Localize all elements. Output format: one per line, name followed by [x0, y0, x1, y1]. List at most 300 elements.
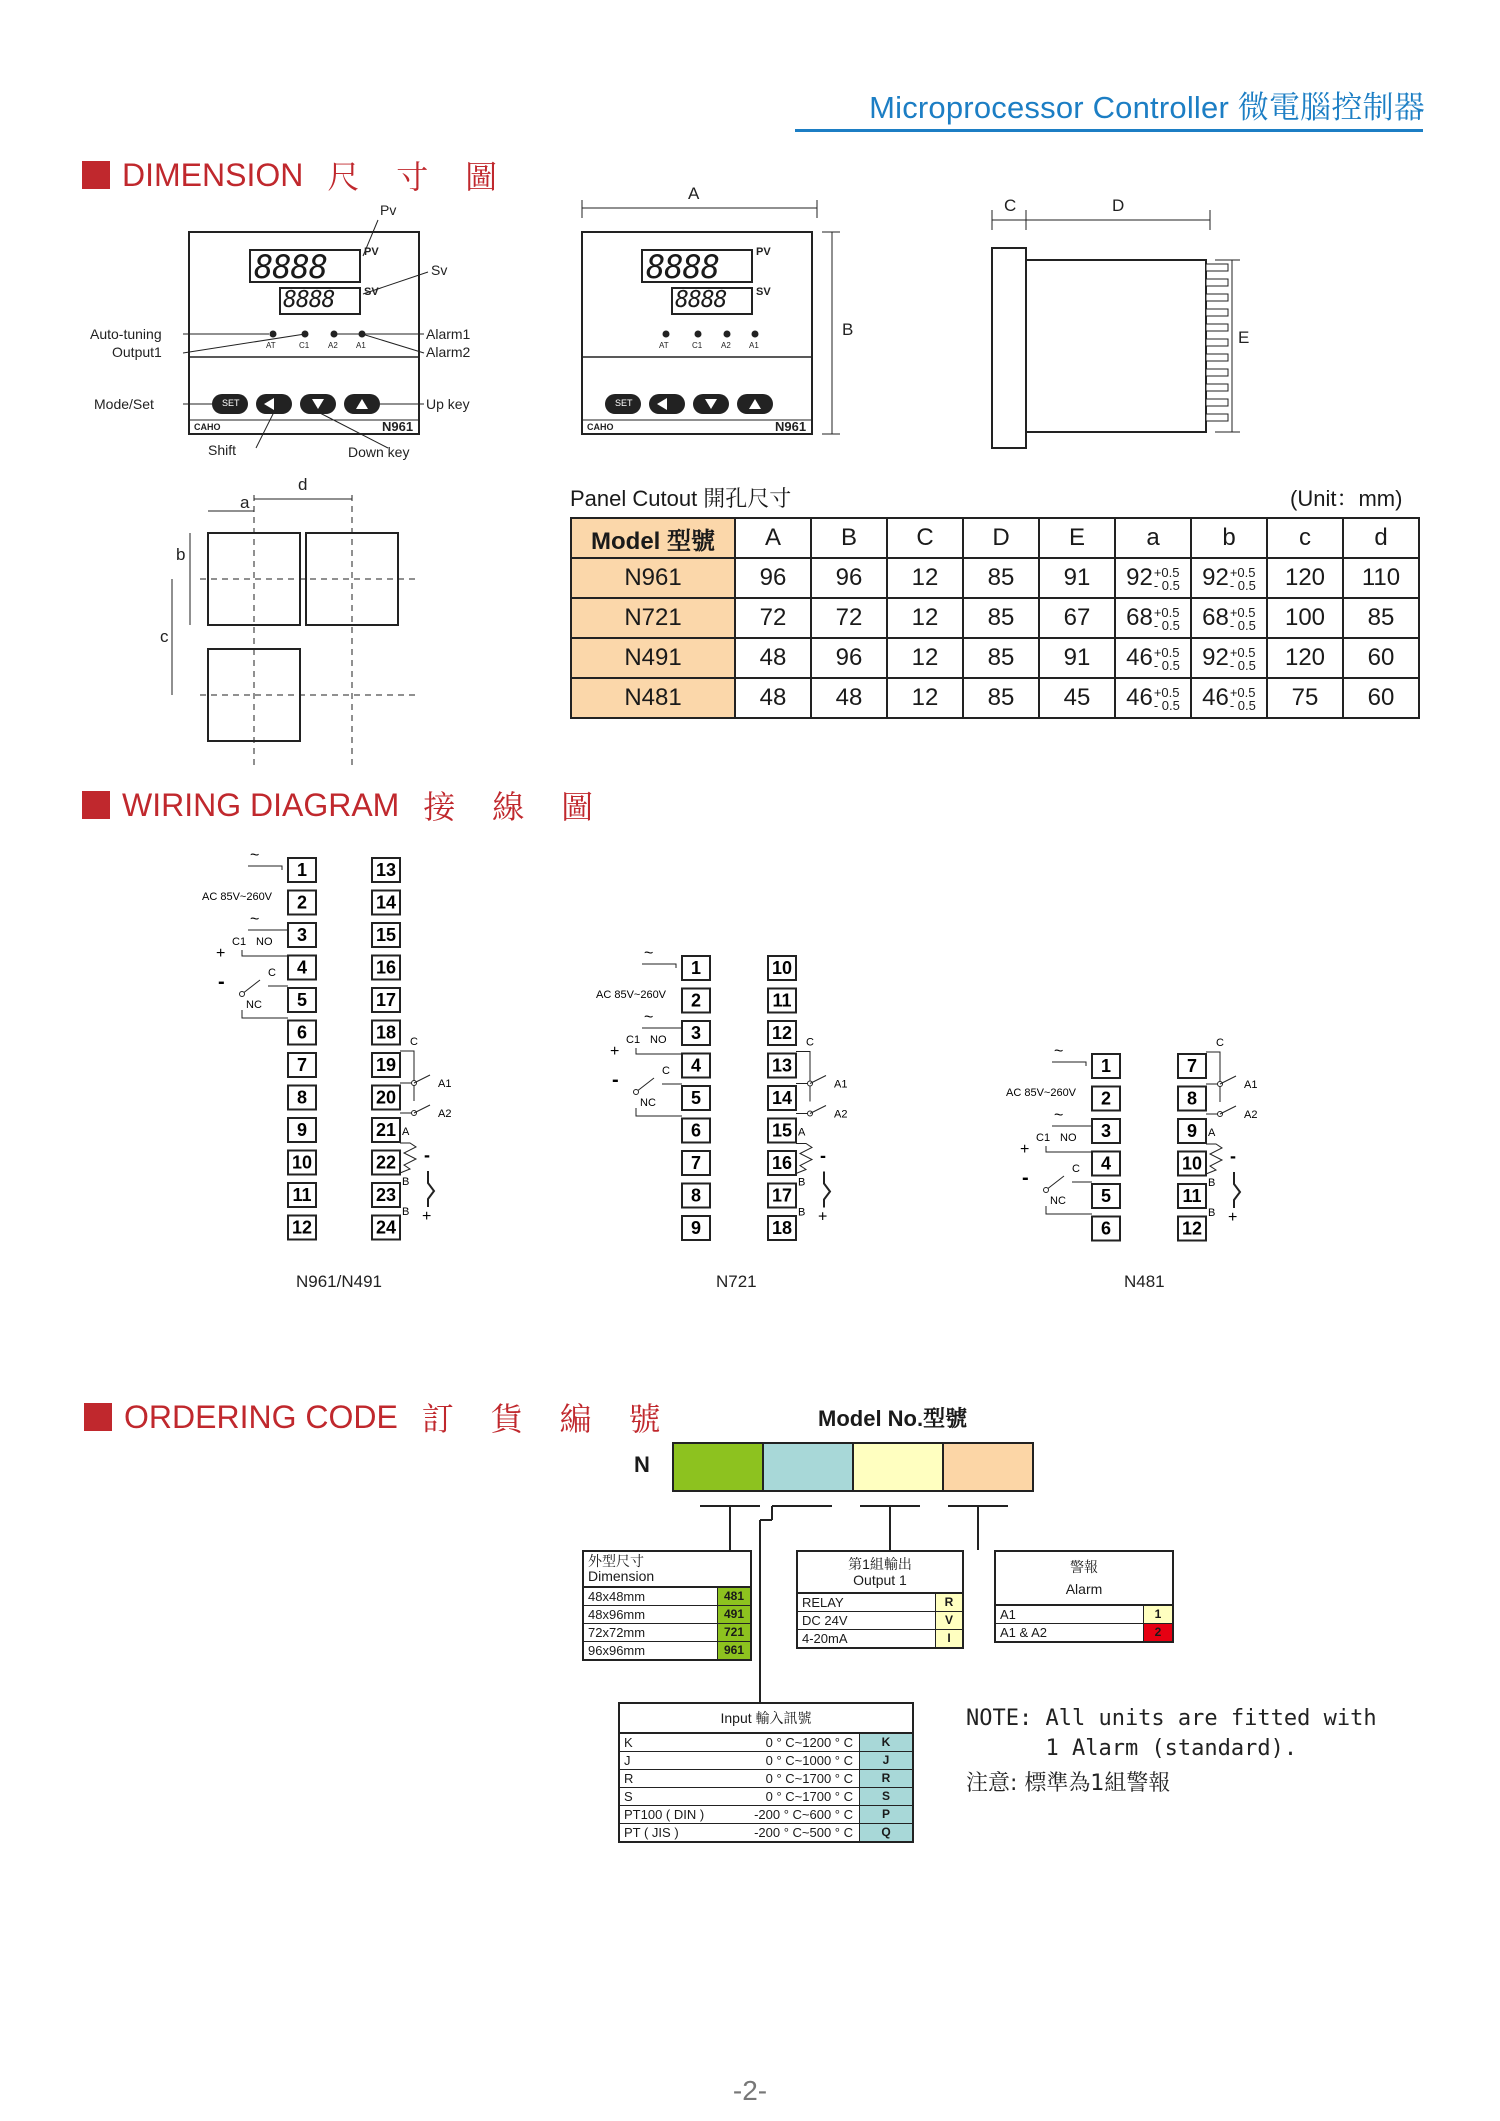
- rtd-resistor: [796, 1144, 812, 1174]
- table-header: Model 型號: [571, 518, 735, 558]
- sv-tag: SV: [364, 286, 379, 298]
- terminal-b-label: B: [798, 1206, 806, 1219]
- front-panel-diagram: [88, 198, 488, 458]
- tolerance: [1230, 566, 1256, 592]
- dimension-box-title: [584, 1552, 750, 1588]
- minus-sign: -: [612, 1069, 619, 1091]
- terminal-number: 18: [375, 1022, 397, 1043]
- table-header: B: [811, 518, 887, 558]
- terminal-number: 14: [771, 1088, 793, 1108]
- cell-value: 46: [1126, 684, 1153, 711]
- terminal-number: 11: [1182, 1186, 1202, 1206]
- dimension-box-cell: 961: [717, 1642, 750, 1659]
- input-box-cell: PT ( JIS ): [624, 1825, 679, 1840]
- ordering-heading-text: ORDERING CODE: [124, 1398, 398, 1435]
- dim-label-a: A: [688, 184, 700, 203]
- terminal-number: 5: [296, 990, 308, 1010]
- input-box-cell: J: [859, 1752, 912, 1769]
- wiring-heading-cjk: 接 線 圖: [423, 789, 608, 825]
- tol-plus: +0.5: [1153, 684, 1180, 700]
- dimension-box-row: [584, 1588, 750, 1605]
- table-cell: 72: [811, 598, 887, 638]
- output-box-cell: 4-20mA: [802, 1631, 848, 1646]
- terminal-number: 24: [375, 1217, 397, 1238]
- relay-pivot: [240, 992, 245, 997]
- tolerance: [1230, 646, 1256, 672]
- terminal-number: 4: [1100, 1153, 1112, 1174]
- output-box-rows: [798, 1594, 962, 1647]
- alarm2-callout: Alarm2: [426, 344, 471, 360]
- terminal-number: 9: [296, 1120, 308, 1140]
- a1-label: A1: [1244, 1079, 1258, 1091]
- terminal-number: 2: [296, 892, 308, 913]
- side-dimension-diagram: [980, 198, 1280, 458]
- table-cell: [1115, 638, 1191, 678]
- c-label: C: [410, 1036, 418, 1048]
- table-header: C: [887, 518, 963, 558]
- plus-sign: +: [1020, 1141, 1030, 1158]
- input-box-row: [620, 1805, 912, 1823]
- sv-tag-2: SV: [756, 286, 771, 298]
- nc-label: NC: [1050, 1195, 1066, 1207]
- table-cell: 91: [1039, 638, 1115, 678]
- terminal-number: 23: [375, 1185, 397, 1205]
- c-label: C: [806, 1036, 814, 1049]
- input-box-cell: R: [624, 1771, 634, 1786]
- cutout-label-c: c: [160, 627, 169, 646]
- input-box-cell: 0 ° C~1700 ° C: [765, 1789, 853, 1804]
- dimension-box-rows: [584, 1588, 750, 1659]
- code-segment-dimension: [674, 1444, 764, 1490]
- terminal-number: 2: [1100, 1088, 1112, 1109]
- alarm1-callout: Alarm1: [426, 326, 471, 342]
- c-label: C: [268, 967, 276, 979]
- dim-label-c: C: [1004, 196, 1017, 215]
- table-cell: 96: [811, 558, 887, 598]
- minus-sign: -: [820, 1145, 826, 1166]
- heading-marker: [82, 161, 110, 189]
- input-option-box: [618, 1702, 914, 1843]
- terminal-number: 14: [375, 892, 397, 913]
- terminal-number: 7: [1186, 1056, 1198, 1076]
- input-box-rows: [620, 1734, 912, 1841]
- table-cell: 110: [1343, 558, 1419, 598]
- relay-contact: [414, 1105, 430, 1113]
- unit-caption: (Unit：mm): [1290, 486, 1403, 511]
- alarm-box-cell: 1: [1143, 1606, 1172, 1623]
- tol-minus: - 0.5: [1153, 697, 1180, 713]
- cell-value: 68: [1202, 604, 1229, 631]
- alarm-box-row: [996, 1623, 1172, 1641]
- wiring-caption-n481: N481: [1124, 1272, 1165, 1291]
- table-cell: 85: [1343, 598, 1419, 638]
- terminal-number: 10: [291, 1152, 313, 1173]
- table-header: E: [1039, 518, 1115, 558]
- output-box-cell: V: [935, 1612, 962, 1629]
- table-cell: 75: [1267, 678, 1343, 718]
- terminal-number: 7: [296, 1055, 308, 1075]
- cutout-table: [570, 517, 1420, 719]
- cell-value: 46: [1126, 644, 1153, 671]
- table-cell: 96: [811, 638, 887, 678]
- side-dimension-svg: [980, 198, 1280, 458]
- cutout-label-a: a: [240, 493, 250, 512]
- dimension-box-row: [584, 1605, 750, 1623]
- c-label: C: [1216, 1037, 1224, 1049]
- cell-value: 92: [1126, 564, 1153, 591]
- tolerance: [1154, 606, 1180, 632]
- table-cell: N491: [571, 638, 735, 678]
- tol-minus: - 0.5: [1229, 617, 1256, 633]
- tol-minus: - 0.5: [1153, 577, 1180, 593]
- title-underline: [795, 129, 1423, 132]
- output-box-row: [798, 1629, 962, 1647]
- terminal-number: 1: [1100, 1056, 1112, 1076]
- code-segment-input: [944, 1444, 1032, 1490]
- led-a1-2: A1: [749, 341, 759, 350]
- dimension-box-row: [584, 1623, 750, 1641]
- minus-sign: -: [1022, 1167, 1029, 1189]
- input-box-cell: 0 ° C~1700 ° C: [765, 1771, 853, 1786]
- pv-callout: Pv: [380, 202, 397, 218]
- wire: [642, 964, 676, 968]
- shift-callout: Shift: [208, 442, 237, 458]
- input-box-cell: 0 ° C~1200 ° C: [765, 1735, 853, 1750]
- tol-plus: +0.5: [1153, 564, 1180, 580]
- pv-display-2: 8888: [646, 248, 720, 286]
- set-button-2: SET: [615, 398, 633, 408]
- table-cell: [1115, 598, 1191, 638]
- cell-value: 46: [1202, 684, 1229, 711]
- dimension-heading-cjk: 尺 寸 圖: [327, 159, 512, 195]
- terminal-number: 3: [1100, 1121, 1112, 1141]
- relay-contact: [414, 1075, 430, 1083]
- input-box-row: [620, 1769, 912, 1787]
- wire: [1052, 1062, 1086, 1066]
- terminal-number: 18: [771, 1218, 793, 1238]
- table-cell: [1115, 558, 1191, 598]
- cell-value: 68: [1126, 604, 1153, 631]
- no-label: NO: [256, 936, 273, 948]
- input-box-cell: -200 ° C~600 ° C: [754, 1807, 853, 1822]
- table-cell: 100: [1267, 598, 1343, 638]
- front-dimension-diagram: [570, 184, 870, 448]
- dimension-box-cell: 491: [717, 1606, 750, 1623]
- mode-set-callout: Mode/Set: [94, 396, 154, 412]
- box-title: Output 1: [853, 1572, 907, 1588]
- terminal-number: 3: [690, 1023, 702, 1043]
- up-key-callout: Up key: [426, 396, 470, 412]
- input-box-cell: R: [859, 1770, 912, 1787]
- terminal-number: 4: [296, 957, 308, 978]
- tol-plus: +0.5: [1229, 684, 1256, 700]
- a1-label: A1: [438, 1078, 452, 1090]
- terminal-number: 13: [375, 860, 397, 880]
- model-label-2: N961: [775, 419, 807, 434]
- input-box-cell: PT100 ( DIN ): [624, 1807, 705, 1822]
- terminal-b-label: B: [1208, 1207, 1216, 1219]
- terminal-number: 19: [375, 1055, 397, 1075]
- tilde-mark: ~: [250, 911, 260, 928]
- thermocouple: [428, 1171, 434, 1207]
- plus-sign: +: [818, 1208, 828, 1226]
- table-cell: 48: [811, 678, 887, 718]
- table-cell: 120: [1267, 638, 1343, 678]
- alarm-box-cell: 2: [1143, 1624, 1172, 1641]
- output-box-cell: RELAY: [802, 1595, 844, 1610]
- dim-label-b: B: [842, 320, 854, 339]
- dimension-heading-text: DIMENSION: [122, 156, 304, 193]
- front-dimension-svg: [570, 188, 870, 448]
- tol-plus: +0.5: [1153, 604, 1180, 620]
- cutout-diagram: [150, 475, 430, 765]
- c1-label: C1: [1036, 1132, 1051, 1144]
- wiring-area: [0, 850, 1500, 1310]
- terminal-number: 22: [375, 1152, 397, 1173]
- cell-value: 92: [1202, 564, 1229, 591]
- relay-contact: [810, 1076, 826, 1084]
- input-box-cell: K: [859, 1734, 912, 1751]
- cell-value: 92: [1202, 644, 1229, 671]
- table-header: a: [1115, 518, 1191, 558]
- table-header: A: [735, 518, 811, 558]
- tol-minus: - 0.5: [1229, 577, 1256, 593]
- table-cell: 48: [735, 678, 811, 718]
- table-header: d: [1343, 518, 1419, 558]
- minus-sign: -: [424, 1145, 430, 1165]
- terminal-number: 15: [771, 1120, 793, 1141]
- wiring-heading: [82, 782, 607, 828]
- terminal-number: 20: [375, 1087, 397, 1108]
- plus-sign: +: [610, 1043, 620, 1060]
- relay-pivot: [1044, 1188, 1049, 1193]
- table-cell: [1191, 558, 1267, 598]
- terminal-number: 6: [296, 1022, 308, 1043]
- wire: [636, 1108, 682, 1116]
- wiring-caption-n721: N721: [716, 1272, 757, 1291]
- terminal-number: 6: [690, 1120, 702, 1141]
- a2-label: A2: [438, 1108, 452, 1120]
- input-box-cell: Q: [859, 1824, 912, 1841]
- cutout-svg: [150, 475, 430, 765]
- output-box-title: [798, 1552, 962, 1594]
- wire: [400, 1051, 414, 1101]
- table-cell: [1191, 598, 1267, 638]
- pv-tag-2: PV: [756, 246, 771, 258]
- plus-sign: +: [422, 1208, 432, 1225]
- alarm-box-title: [996, 1552, 1172, 1606]
- terminal-number: 5: [1100, 1186, 1112, 1206]
- cutout-label-b: b: [176, 545, 186, 564]
- dimension-box-cell: 72x72mm: [588, 1625, 646, 1640]
- terminal-number: 11: [292, 1185, 312, 1205]
- note-line-1: NOTE: All units are fitted with: [966, 1706, 1377, 1731]
- c-label: C: [662, 1065, 670, 1077]
- c1-label: C1: [232, 936, 247, 948]
- table-header: D: [963, 518, 1039, 558]
- dimension-box-cell: 96x96mm: [588, 1643, 646, 1658]
- no-label: NO: [1060, 1132, 1077, 1144]
- terminal-number: 12: [771, 1023, 793, 1043]
- table-cell: [1191, 638, 1267, 678]
- wiring-svg: [0, 850, 1500, 1310]
- input-box-row: [620, 1823, 912, 1841]
- ac-supply-label: AC 85V~260V: [1006, 1087, 1077, 1099]
- relay-contact: [810, 1106, 826, 1114]
- wire: [796, 1052, 810, 1102]
- model-no-label: Model No.型號: [818, 1406, 968, 1431]
- terminal-number: 8: [1186, 1088, 1198, 1109]
- terminal-number: 10: [771, 958, 793, 978]
- table-cell: 85: [963, 678, 1039, 718]
- terminal-number: 5: [690, 1088, 702, 1108]
- dimension-box-cell: 48x96mm: [588, 1607, 646, 1622]
- terminal-a-label: A: [402, 1126, 410, 1138]
- relay-contact: [1220, 1076, 1236, 1084]
- sv-callout: Sv: [431, 262, 448, 278]
- dimension-box-cell: 48x48mm: [588, 1589, 646, 1604]
- tilde-mark: ~: [250, 850, 260, 864]
- input-box-cell: S: [624, 1789, 633, 1804]
- tol-plus: +0.5: [1229, 644, 1256, 660]
- terminal-number: 1: [296, 860, 308, 880]
- rtd-resistor: [400, 1143, 416, 1173]
- tol-plus: +0.5: [1229, 564, 1256, 580]
- terminal-number: 9: [1186, 1121, 1198, 1141]
- box-title: Dimension: [588, 1568, 655, 1584]
- dimension-box-cell: 481: [717, 1588, 750, 1605]
- tolerance: [1154, 686, 1180, 712]
- output1-callout: Output1: [112, 344, 162, 360]
- table-row: [571, 678, 1419, 718]
- led-c1: C1: [299, 341, 310, 350]
- led-at-2: AT: [659, 341, 669, 350]
- dim-label-d: D: [1112, 196, 1125, 215]
- led-at: AT: [266, 341, 276, 350]
- input-box-cell: K: [624, 1735, 633, 1750]
- input-box-cell: 0 ° C~1000 ° C: [765, 1753, 853, 1768]
- input-box-row: [620, 1751, 912, 1769]
- model-label: N961: [382, 419, 414, 434]
- terminal-number: 10: [1181, 1153, 1203, 1174]
- table-cell: N481: [571, 678, 735, 718]
- dimension-heading: [82, 152, 511, 198]
- table-cell: 120: [1267, 558, 1343, 598]
- wiring-heading-text: WIRING DIAGRAM: [122, 786, 400, 823]
- output-box-row: [798, 1594, 962, 1611]
- nc-label: NC: [640, 1097, 656, 1109]
- terminal-number: 12: [291, 1217, 313, 1238]
- a2-label: A2: [834, 1108, 848, 1121]
- c1-label: C1: [626, 1034, 641, 1046]
- output-box-cell: DC 24V: [802, 1613, 848, 1628]
- minus-sign: -: [218, 971, 225, 993]
- tol-minus: - 0.5: [1153, 617, 1180, 633]
- terminal-number: 15: [375, 925, 397, 945]
- terminal-number: 16: [771, 1153, 793, 1173]
- plus-sign: +: [1228, 1209, 1238, 1226]
- relay-contact: [636, 1078, 654, 1092]
- no-label: NO: [650, 1034, 667, 1046]
- relay-pivot: [634, 1090, 639, 1095]
- terminal-number: 9: [690, 1218, 702, 1238]
- relay-contact: [1220, 1106, 1236, 1114]
- led-a2: A2: [328, 341, 338, 350]
- thermocouple: [824, 1172, 830, 1208]
- relay-contact: [1046, 1176, 1064, 1190]
- dim-label-e: E: [1238, 328, 1250, 347]
- model-prefix: N: [634, 1452, 650, 1477]
- pv-tag: PV: [364, 246, 379, 258]
- table-cell: 91: [1039, 558, 1115, 598]
- tilde-mark: ~: [1054, 1107, 1064, 1124]
- relay-contact: [242, 980, 260, 994]
- brand-logo-2: CAHO: [587, 422, 614, 432]
- wire: [242, 950, 288, 956]
- tilde-mark: ~: [644, 1009, 654, 1026]
- wire: [1206, 1052, 1220, 1102]
- code-bar: [672, 1442, 1034, 1492]
- c-label: C: [1072, 1163, 1080, 1175]
- alarm-box-cell: A1 & A2: [1000, 1625, 1047, 1640]
- terminal-b-label: B: [402, 1176, 410, 1188]
- table-cell: 85: [963, 598, 1039, 638]
- terminal-number: 12: [1181, 1218, 1203, 1239]
- table-cell: N721: [571, 598, 735, 638]
- terminal-number: 4: [690, 1055, 702, 1076]
- table-cell: 48: [735, 638, 811, 678]
- wire: [248, 866, 282, 870]
- alarm-box-cell: A1: [1000, 1607, 1016, 1622]
- table-cell: 96: [735, 558, 811, 598]
- table-row: [571, 638, 1419, 678]
- terminal-number: 6: [1100, 1218, 1112, 1239]
- input-box-cell: S: [859, 1788, 912, 1805]
- tol-minus: - 0.5: [1229, 697, 1256, 713]
- panel-cutout-caption: Panel Cutout 開孔尺寸: [570, 486, 792, 511]
- input-box-row: [620, 1787, 912, 1805]
- terminal-b-label: B: [1208, 1177, 1216, 1189]
- output-box-cell: R: [935, 1594, 962, 1611]
- tolerance: [1154, 566, 1180, 592]
- input-box-row: [620, 1734, 912, 1751]
- alarm-option-box: [994, 1550, 1174, 1643]
- wire: [1046, 1146, 1092, 1152]
- tol-minus: - 0.5: [1229, 657, 1256, 673]
- box-title-cjk: 外型尺寸: [588, 1553, 644, 1569]
- heading-marker: [84, 1403, 112, 1431]
- alarm-box-rows: [996, 1606, 1172, 1641]
- page-number: -2-: [732, 2075, 768, 2106]
- ordering-heading: [84, 1394, 674, 1440]
- tolerance: [1230, 606, 1256, 632]
- table-cell: 60: [1343, 678, 1419, 718]
- table-cell: 12: [887, 558, 963, 598]
- led-a1: A1: [356, 341, 366, 350]
- terminal-number: 17: [771, 1185, 793, 1206]
- auto-tuning-callout: Auto-tuning: [90, 326, 162, 342]
- table-header: b: [1191, 518, 1267, 558]
- tilde-mark: ~: [1054, 1043, 1064, 1060]
- ac-supply-label: AC 85V~260V: [202, 891, 273, 903]
- box-title: Alarm: [1065, 1581, 1103, 1597]
- sv-display: 8888: [283, 287, 335, 313]
- note-line-2: 1 Alarm (standard).: [966, 1736, 1298, 1761]
- wiring-caption-n961: N961/N491: [296, 1272, 383, 1291]
- brand-logo: CAHO: [194, 422, 221, 432]
- plus-sign: +: [216, 945, 226, 962]
- terminal-number: 2: [690, 990, 702, 1011]
